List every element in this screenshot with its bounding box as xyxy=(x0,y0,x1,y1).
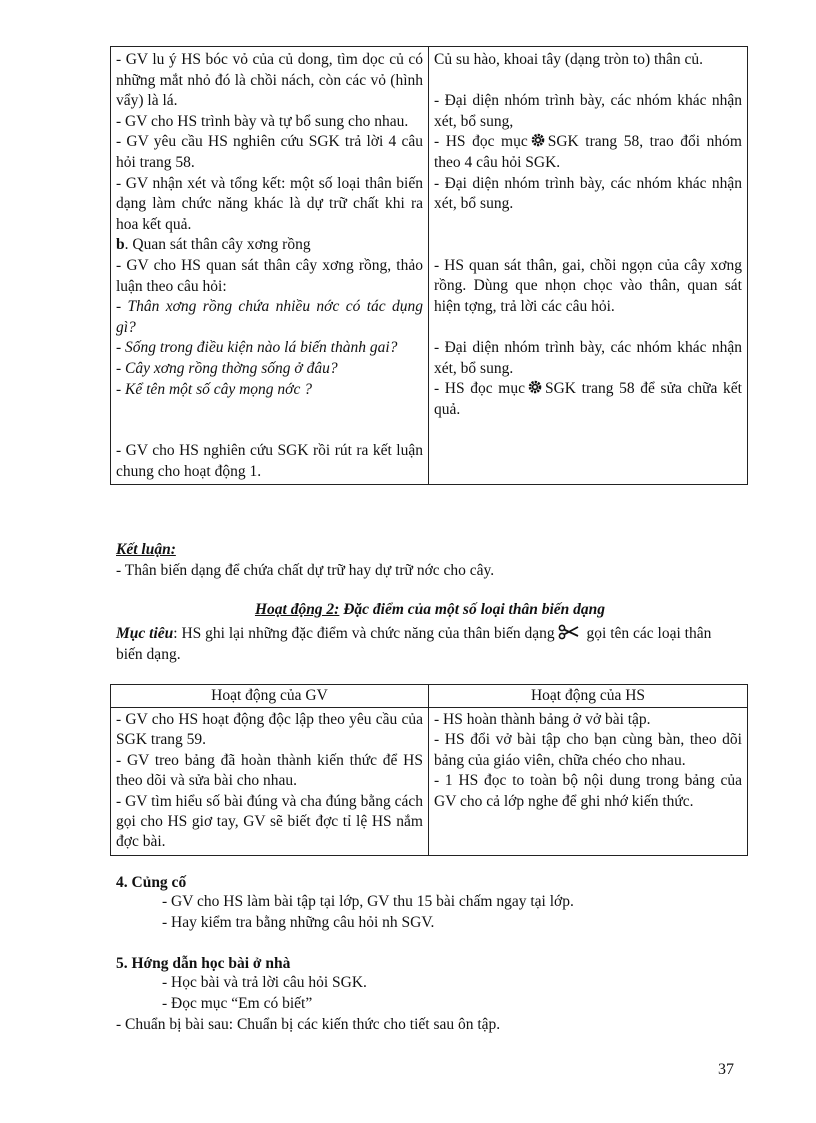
text: - HS đọc mục xyxy=(434,133,528,151)
text: - HS đọc mục xyxy=(434,380,525,398)
paragraph: - Đại diện nhóm trình bày, các nhóm khác nhận xét, bổ sung, xyxy=(434,92,742,130)
paragraph xyxy=(434,379,742,420)
activity2-table xyxy=(110,684,748,856)
paragraph: - GV treo bảng đã hoàn thành kiến thức để HS theo dõi và sửa bài cho nhau. xyxy=(116,751,423,790)
teacher-column xyxy=(111,708,429,856)
conclusion-text: - Thân biến dạng để chứa chất dự trữ hay dự trữ nớc cho cây. xyxy=(116,562,495,579)
section5-heading: 5. Hớng dẫn học bài ở nhà xyxy=(116,955,291,972)
conclusion-heading: Kết luận: xyxy=(116,541,176,558)
list-item: - Chuẩn bị bài sau: Chuẩn bị các kiến thức cho tiết sau ôn tập. xyxy=(116,1016,501,1033)
student-column xyxy=(429,47,748,485)
text: SGK trang 58, trao đổi nhóm theo 4 câu hỏi SGK. xyxy=(434,133,742,171)
question: - Cây xơng rồng thờng sống ở đâu? xyxy=(116,359,338,377)
section-b-text: . Quan sát thân cây xơng rồng xyxy=(124,236,311,254)
activity1-table xyxy=(110,46,748,485)
activity2-goal xyxy=(116,624,741,665)
activity2-title-text: Đặc điểm của một số loại thân biến dạng xyxy=(339,601,606,618)
goal-label: Mục tiêu xyxy=(116,625,174,642)
activity2-title xyxy=(0,600,816,621)
paragraph: - 1 HS đọc to toàn bộ nội dung trong bảng của GV cho cả lớp nghe để ghi nhớ kiến thức. xyxy=(434,772,742,810)
list-item: - Đọc mục “Em có biết” xyxy=(162,995,313,1012)
column-header: Hoạt động của HS xyxy=(429,685,748,708)
paragraph: - GV yêu cầu HS nghiên cứu SGK trả lời 4 câu hỏi trang 58. xyxy=(116,133,423,171)
paragraph: - GV cho HS trình bày và tự bổ sung cho nhau. xyxy=(116,112,409,130)
goal-text: : HS ghi lại những đặc điểm và chức năng của thân biến dạng xyxy=(173,625,555,642)
list-item: - GV cho HS làm bài tập tại lớp, GV thu 15 bài chấm ngay tại lớp. xyxy=(162,893,574,910)
gear-icon xyxy=(528,380,542,394)
question: - Sống trong điều kiện nào lá biến thành gai? xyxy=(116,339,398,357)
table-row xyxy=(111,47,748,485)
question: - Kể tên một số cây mọng nớc ? xyxy=(116,380,312,398)
paragraph: - GV tìm hiểu số bài đúng và cha đúng bằng cách gọi cho HS giơ tay, GV sẽ biết đợc tỉ lệ HS nắm đợc bài. xyxy=(116,792,423,851)
column-header: Hoạt động của GV xyxy=(111,685,429,708)
text: SGK trang 58 để sửa chữa kết quả. xyxy=(434,380,742,418)
table-header-row xyxy=(111,685,748,708)
teacher-column xyxy=(111,47,429,485)
paragraph: - GV cho HS quan sát thân cây xơng rồng, thảo luận theo câu hỏi: xyxy=(116,256,423,295)
paragraph: - Đại diện nhóm trình bày, các nhóm khác nhận xét, bổ sung. xyxy=(434,339,742,377)
section-b-label: b xyxy=(116,236,125,254)
list-item: - Hay kiểm tra bằng những câu hỏi nh SGV. xyxy=(162,914,435,931)
student-column xyxy=(429,708,748,856)
paragraph: - GV cho HS nghiên cứu SGK rồi rút ra kết luận chung cho hoạt động 1. xyxy=(116,442,423,480)
section-b-heading xyxy=(116,235,423,256)
paragraph xyxy=(434,132,742,173)
section4-heading: 4. Củng cố xyxy=(116,874,187,891)
paragraph: - HS hoàn thành bảng ở vở bài tập. xyxy=(434,711,651,728)
paragraph: - GV lu ý HS bóc vỏ của củ dong, tìm dọc củ có những mắt nhỏ đó là chồi nách, còn các vỏ (hình vẩy) là lá. xyxy=(116,51,423,110)
paragraph: - Đại diện nhóm trình bày, các nhóm khác nhận xét, bổ sung. xyxy=(434,174,742,213)
question: - Thân xơng rồng chứa nhiều nớc có tác dụng gì? xyxy=(116,298,423,336)
paragraph: - GV cho HS hoạt động độc lập theo yêu cầu của SGK trang 59. xyxy=(116,711,423,749)
paragraph: Củ su hào, khoai tây (dạng tròn to) thân củ. xyxy=(434,51,704,68)
goal-text: gọi tên các loại thân biến dạng. xyxy=(116,625,712,663)
page-number: 37 xyxy=(718,1061,734,1078)
paragraph: - GV nhận xét và tổng kết: một số loại thân biến dạng làm chức năng khác là dự trữ chất khi ra hoa kết quả. xyxy=(116,174,423,233)
paragraph: - HS đổi vở bài tập cho bạn cùng bàn, theo dõi bảng của giáo viên, chữa chéo cho nhau. xyxy=(434,731,742,769)
activity2-label: Hoạt động 2: xyxy=(254,601,340,618)
table-row xyxy=(111,708,748,856)
list-item: - Học bài và trả lời câu hỏi SGK. xyxy=(162,974,367,991)
scissors-icon xyxy=(558,624,580,640)
paragraph: - HS quan sát thân, gai, chồi ngọn của cây xơng rồng. Dùng que nhọn chọc vào thân, quan sát hiện tợng, trả lời các câu hỏi. xyxy=(434,256,742,315)
gear-icon xyxy=(531,133,545,147)
